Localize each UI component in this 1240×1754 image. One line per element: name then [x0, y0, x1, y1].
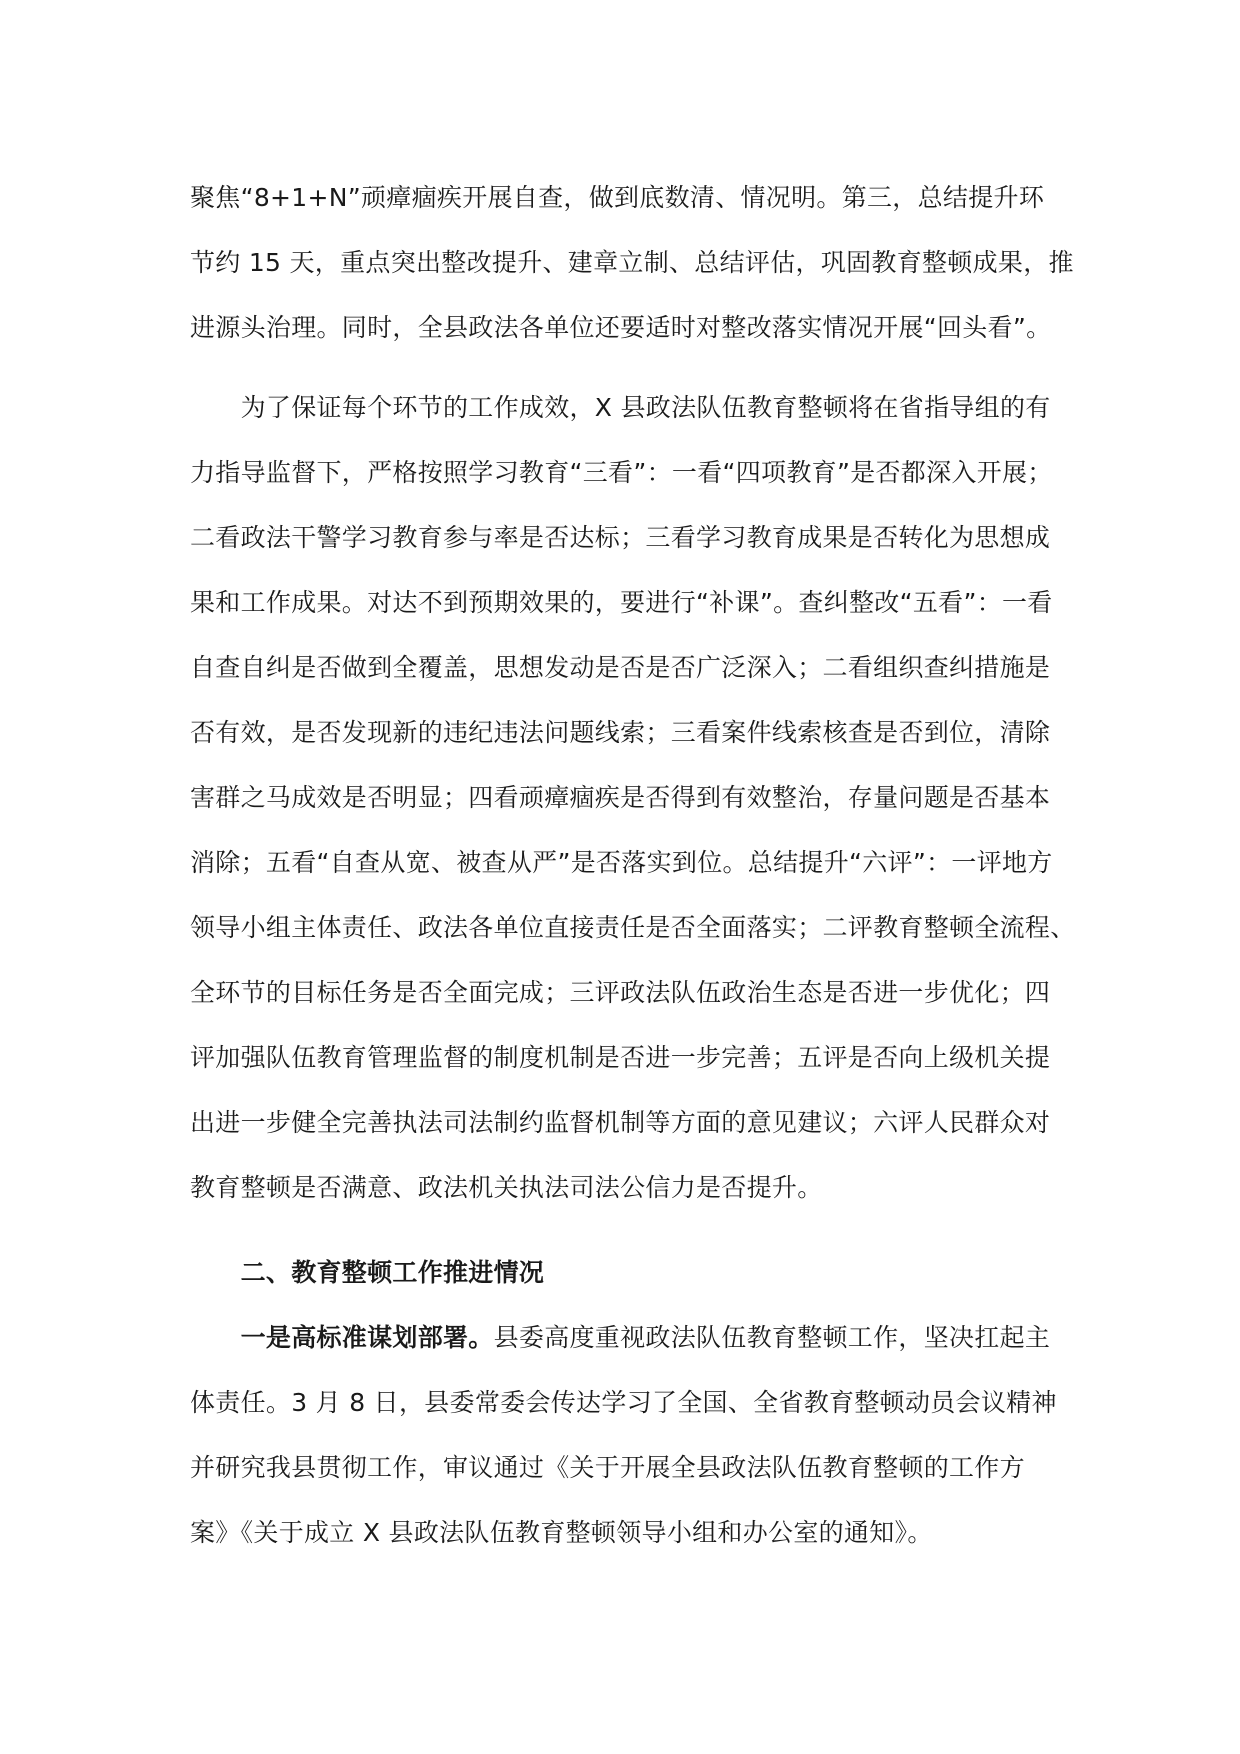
- text-line: 节约 15 天，重点突出整改提升、建章立制、总结评估，巩固教育整顿成果，推: [190, 248, 1074, 277]
- text-line: 消除；五看“自查从宽、被查从严”是否落实到位。总结提升“六评”：一评地方: [190, 848, 1053, 877]
- text-line: 体责任。3 月 8 日，县委常委会传达学习了全国、全省教育整顿动员会议精神: [190, 1388, 1057, 1417]
- text-line: 自查自纠是否做到全覆盖，思想发动是否是否广泛深入；二看组织查纠措施是: [190, 653, 1051, 682]
- text-line: 领导小组主体责任、政法各单位直接责任是否全面落实；二评教育整顿全流程、: [190, 913, 1076, 942]
- text-line: 二看政法干警学习教育参与率是否达标；三看学习教育成果是否转化为思想成: [190, 523, 1051, 552]
- paragraph-lead-rest: 县委高度重视政法队伍教育整顿工作，坚决扛起主: [493, 1323, 1051, 1352]
- paragraph-lead: 一是高标准谋划部署。: [190, 1323, 494, 1352]
- text-line: 害群之马成效是否明显；四看顽瘴痼疾是否得到有效整治，存量问题是否基本: [190, 783, 1051, 812]
- text-line: 评加强队伍教育管理监督的制度机制是否进一步完善；五评是否向上级机关提: [190, 1043, 1051, 1072]
- paragraph: [190, 1305, 1070, 1565]
- text-line: 为了保证每个环节的工作成效，X 县政法队伍教育整顿将在省指导组的有: [190, 393, 1051, 422]
- text-line: 并研究我县贯彻工作，审议通过《关于开展全县政法队伍教育整顿的工作方: [190, 1453, 1025, 1482]
- text-line: 进源头治理。同时，全县政法各单位还要适时对整改落实情况开展“回头看”。: [190, 313, 1052, 342]
- text-line: 力指导监督下，严格按照学习教育“三看”：一看“四项教育”是否都深入开展；: [190, 458, 1053, 487]
- text-line: 聚焦“8+1+N”顽瘴痼疾开展自查，做到底数清、情况明。第三，总结提升环: [190, 183, 1045, 212]
- text-line: 全环节的目标任务是否全面完成；三评政法队伍政治生态是否进一步优化；四: [190, 978, 1051, 1007]
- text-line: 果和工作成果。对达不到预期效果的，要进行“补课”。查纠整改“五看”：一看: [190, 588, 1053, 617]
- heading-text: 二、教育整顿工作推进情况: [190, 1258, 545, 1287]
- text-line: 教育整顿是否满意、政法机关执法司法公信力是否提升。: [190, 1173, 823, 1202]
- text-line: 出进一步健全完善执法司法制约监督机制等方面的意见建议；六评人民群众对: [190, 1108, 1051, 1137]
- paragraph: [190, 375, 1076, 1220]
- text-line: [190, 1305, 1070, 1370]
- text-line: 案》《关于成立 X 县政法队伍教育整顿领导小组和办公室的通知》。: [190, 1518, 933, 1547]
- section-heading: [190, 1240, 1070, 1305]
- paragraph: [190, 165, 1074, 360]
- text-line: 否有效，是否发现新的违纪违法问题线索；三看案件线索核查是否到位，清除: [190, 718, 1051, 747]
